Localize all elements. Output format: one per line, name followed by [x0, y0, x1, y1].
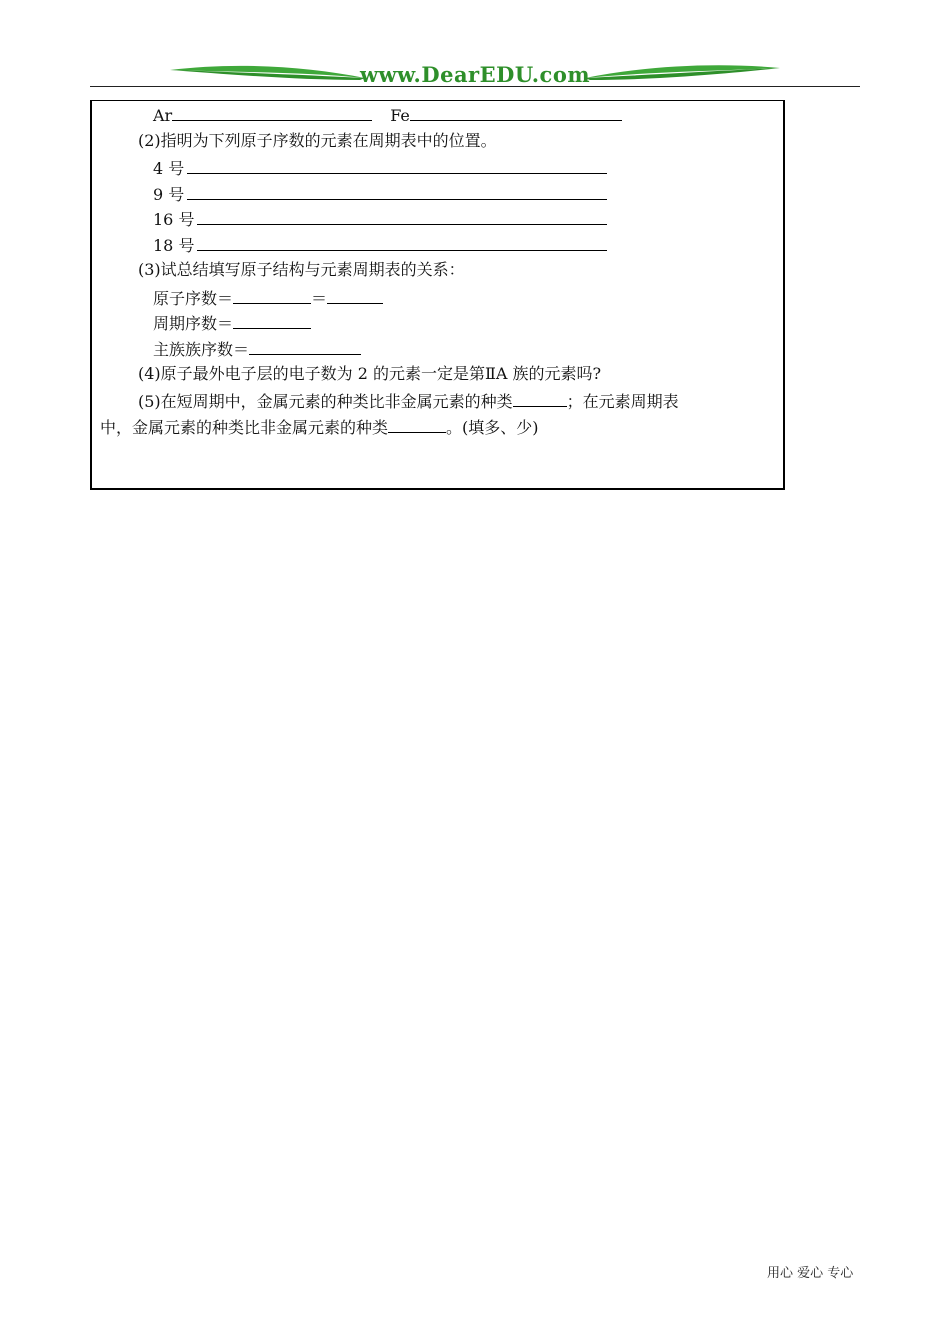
q3-prompt: (3)试总结填写原子结构与元素周期表的关系： — [138, 260, 465, 279]
q3-equals: ＝ — [311, 289, 328, 308]
q3-line3-label: 主族族序数＝ — [153, 340, 250, 359]
q3-row-2 — [153, 312, 311, 334]
q3-blank-4[interactable] — [249, 338, 361, 355]
q2-item-label: 18 号 — [153, 236, 195, 255]
q3-row-3 — [153, 338, 361, 360]
ar-answer-blank[interactable] — [172, 104, 372, 121]
q4-text: (4)原子最外电子层的电子数为 2 的元素一定是第ⅡA 族的元素吗? — [138, 364, 602, 383]
q5-part1: (5)在短周期中，金属元素的种类比非金属元素的种类 — [138, 392, 513, 411]
q2-answer-blank[interactable] — [187, 183, 607, 200]
q2-item-label: 16 号 — [153, 210, 195, 229]
q1-row — [153, 104, 622, 126]
q2-prompt: (2)指明为下列原子序数的元素在周期表中的位置。 — [138, 131, 497, 150]
q3-blank-1[interactable] — [233, 287, 311, 304]
q5-row-1 — [138, 390, 679, 412]
header-divider — [90, 86, 860, 87]
q2-answer-blank[interactable] — [197, 208, 607, 225]
q5-part3: 中，金属元素的种类比非金属元素的种类 — [100, 418, 389, 437]
q2-answer-blank[interactable] — [187, 157, 607, 174]
q5-part2: ；在元素周期表 — [566, 392, 679, 411]
q3-line2-label: 周期序数＝ — [153, 314, 234, 333]
q3-line1-label: 原子序数＝ — [153, 289, 234, 308]
q1-fe-label: Fe — [390, 106, 410, 125]
q2-item-row — [153, 208, 607, 230]
q2-item-label: 9 号 — [153, 185, 185, 204]
q5-blank-1[interactable] — [513, 390, 567, 407]
logo-text: www.DearEDU.com — [359, 62, 591, 87]
q3-row-1 — [153, 287, 383, 309]
footer-slogan: 用心 爱心 专心 — [767, 1266, 854, 1281]
q2-answer-blank[interactable] — [197, 234, 607, 251]
q2-item-label: 4 号 — [153, 159, 185, 178]
q2-item-row — [153, 157, 607, 179]
q2-item-row — [153, 183, 607, 205]
q2-item-row — [153, 234, 607, 256]
q1-ar-label: Ar — [153, 106, 173, 125]
q3-blank-3[interactable] — [233, 312, 311, 329]
fe-answer-blank[interactable] — [410, 104, 622, 121]
q5-part4: 。(填多、少) — [446, 418, 539, 437]
q5-row-2 — [100, 416, 539, 438]
q5-blank-2[interactable] — [388, 416, 446, 433]
q3-blank-2[interactable] — [327, 287, 383, 304]
